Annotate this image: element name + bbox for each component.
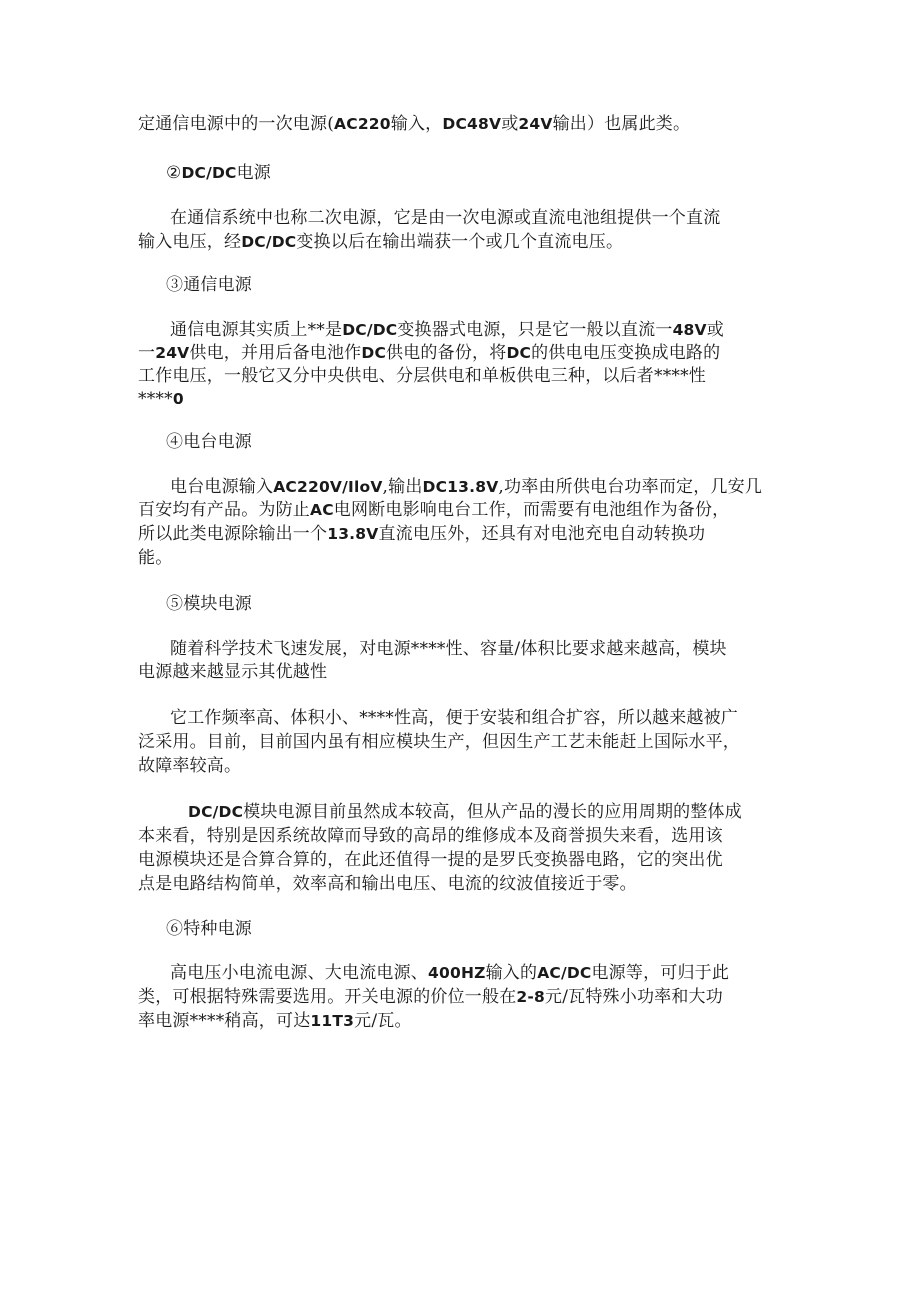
text-line: 通信电源其实质上**是DC/DC变换器式电源，只是它一般以直流一48V或 — [170, 320, 724, 340]
text-line: 电台电源输入AC220V/IloV,输出DC13.8V,功率由所供电台功率而定，几安几 — [170, 477, 763, 497]
text-line: ****0 — [138, 389, 184, 409]
text-line: 输入电压，经DC/DC变换以后在输出端获一个或几个直流电压。 — [138, 232, 624, 252]
text-line: 类，可根据特殊需要选用。开关电源的价位一般在2-8元/瓦特殊小功率和大功 — [138, 987, 723, 1007]
text-line: 电源模块还是合算合算的，在此还值得一提的是罗氏变换器电路，它的突出优 — [138, 850, 723, 870]
text-line: DC/DC模块电源目前虽然成本较高，但从产品的漫长的应用周期的整体成 — [188, 802, 742, 822]
text-line: 一24V供电，并用后备电池作DC供电的备份，将DC的供电电压变换成电路的 — [138, 343, 721, 363]
section-heading-special: ⑥特种电源 — [166, 919, 252, 939]
section-heading-comm: ③通信电源 — [166, 275, 252, 295]
section-heading-dcdc: ②DC/DC电源 — [166, 163, 272, 183]
text-line: 在通信系统中也称二次电源，它是由一次电源或直流电池组提供一个直流 — [170, 208, 721, 228]
text-line: 定通信电源中的一次电源(AC220输入，DC48V或24V输出）也属此类。 — [138, 114, 691, 134]
text-line: 工作电压，一般它又分中央供电、分层供电和单板供电三种，以后者****性 — [138, 366, 706, 386]
text-line: 所以此类电源除输出一个13.8V直流电压外，还具有对电池充电自动转换功 — [138, 524, 706, 544]
text-line: 泛采用。目前，目前国内虽有相应模块生产，但因生产工艺未能赶上国际水平， — [138, 732, 740, 752]
text-line: 能。 — [138, 548, 173, 568]
text-line: 它工作频率高、体积小、****性高，便于安装和组合扩容，所以越来越被广 — [170, 708, 738, 728]
text-line: 点是电路结构简单，效率高和输出电压、电流的纹波值接近于零。 — [138, 874, 637, 894]
text-line: 高电压小电流电源、大电流电源、400HZ输入的AC/DC电源等，可归于此 — [170, 963, 730, 983]
text-line: 率电源****稍高，可达11T3元/瓦。 — [138, 1011, 412, 1031]
text-line: 本来看，特别是因系统故障而导致的高昂的维修成本及商誉损失来看，选用该 — [138, 826, 723, 846]
text-line: 百安均有产品。为防止AC电网断电影响电台工作，而需要有电池组作为备份， — [138, 500, 730, 520]
section-heading-module: ⑤模块电源 — [166, 594, 252, 614]
section-heading-radio: ④电台电源 — [166, 432, 252, 452]
text-line: 故障率较高。 — [138, 756, 242, 776]
text-line: 电源越来越显示其优越性 — [138, 662, 328, 682]
text-line: 随着科学技术飞速发展，对电源****性、容量/体积比要求越来越高，模块 — [170, 639, 727, 659]
